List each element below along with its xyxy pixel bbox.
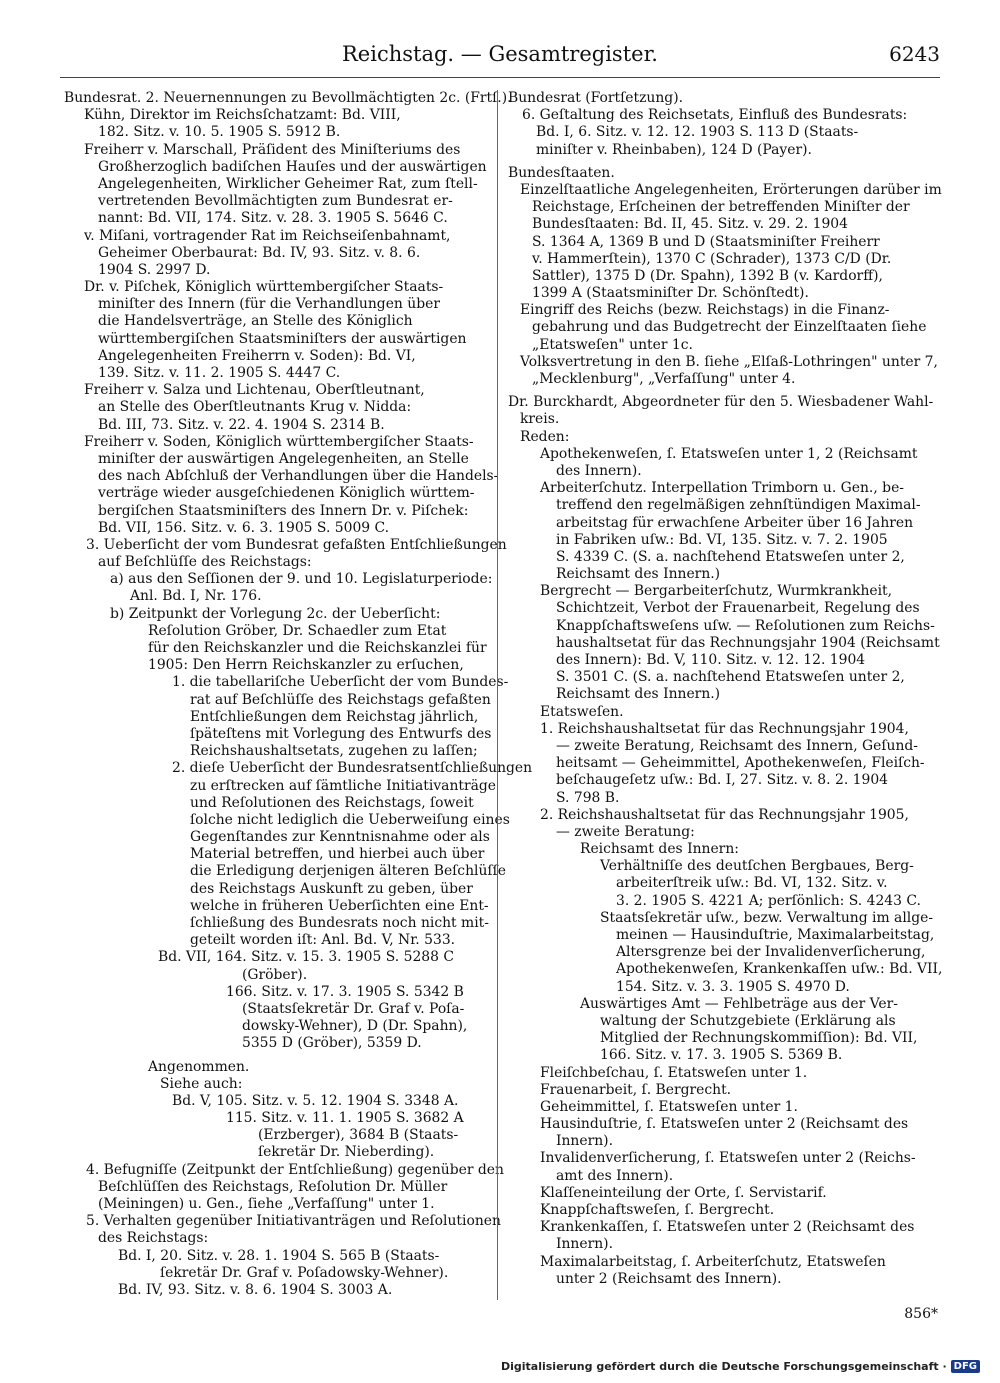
text-line: Schichtzeit, Verbot der Frauenarbeit, Regelung des xyxy=(556,600,920,617)
text-line: Krankenkaſſen, ſ. Etatsweſen unter 2 (Reichsamt des xyxy=(540,1219,915,1236)
text-line: in Fabriken uſw.: Bd. VI, 135. Sitz. v. 7. 2. 1905 xyxy=(556,531,888,548)
text-line: „Etatsweſen" unter 1c. xyxy=(532,336,693,353)
text-line: arbeitstag für erwachſene Arbeiter über 16 Jahren xyxy=(556,514,914,531)
text-line: Bundesſtaaten: Bd. II, 45. Sitz. v. 29. 2. 1904 xyxy=(532,216,848,233)
text-line: Bd. III, 73. Sitz. v. 22. 4. 1904 S. 2314 B. xyxy=(98,416,385,433)
text-line: 1904 S. 2997 D. xyxy=(98,261,211,278)
text-line: 1399 A (Staatsminiſter Dr. Schönſtedt). xyxy=(532,285,809,302)
text-line: Knappſchaftsweſen, ſ. Bergrecht. xyxy=(540,1202,775,1218)
text-line: dowsky-Wehner), D (Dr. Spahn), xyxy=(242,1018,468,1035)
text-line: Reichsamt des Innern.) xyxy=(556,566,721,583)
text-line: 1905: Den Herrn Reichskanzler zu erſuchen, xyxy=(148,657,464,674)
text-line: Innern). xyxy=(556,1236,614,1253)
text-line: beſchaugeſetz uſw.: Bd. I, 27. Sitz. v. 8. 2. 1904 xyxy=(556,772,888,789)
footer xyxy=(501,1360,980,1373)
text-line: ſpäteſtens mit Vorlegung des Entwurfs des xyxy=(190,725,492,742)
text-line: welche in früheren Ueberſichten eine Ent- xyxy=(190,897,489,914)
text-line: Geheimmittel, ſ. Etatsweſen unter 1. xyxy=(540,1098,798,1115)
text-line: Kühn, Direktor im Reichsſchatzamt: Bd. VIII, xyxy=(84,107,401,124)
text-line: 3. 2. 1905 S. 4221 A; perſönlich: S. 4243 C. xyxy=(616,892,921,909)
text-line: Großherzoglich badiſchen Hauſes und der auswärtigen xyxy=(98,158,487,175)
text-line: Reſolution Gröber, Dr. Schaedler zum Etat xyxy=(148,622,447,639)
text-line: v. Hammerſtein), 1370 C (Schrader), 1373 C/D (Dr. xyxy=(532,250,892,267)
page-number: 6243 xyxy=(889,42,940,66)
text-line: (Meiningen) u. Gen., ſiehe „Verfaſſung" unter 1. xyxy=(98,1196,435,1212)
text-line: 154. Sitz. v. 3. 3. 1905 S. 4970 D. xyxy=(616,978,850,995)
text-line: — zweite Beratung: xyxy=(556,823,695,840)
text-line: 139. Sitz. v. 11. 2. 1905 S. 4447 C. xyxy=(98,365,341,381)
text-line: Reichstage, Erſcheinen der betreffenden Miniſter der xyxy=(532,199,910,216)
text-line: ſekretär Dr. Graf v. Poſadowsky-Wehner). xyxy=(160,1264,449,1281)
text-line: S. 3501 C. (S. a. nachſtehend Etatsweſen unter 2, xyxy=(556,669,905,686)
text-line: Altersgrenze bei der Invalidenverſicherung, xyxy=(616,944,926,961)
text-line: Bd. I, 6. Sitz. v. 12. 12. 1903 S. 113 D (Staats- xyxy=(536,124,859,141)
text-line: bergiſchen Staatsminiſters des Innern Dr. v. Piſchek: xyxy=(98,502,469,519)
text-line: gebahrung und das Budgetrecht der Einzelſtaaten ſiehe xyxy=(532,319,927,336)
text-line: Reichshaushaltsetats, zugehen zu laſſen; xyxy=(190,743,478,760)
text-line: (Erzberger), 3684 B (Staats- xyxy=(258,1127,459,1144)
text-line: Bd. VII, 164. Sitz. v. 15. 3. 1905 S. 5288 C xyxy=(158,949,455,966)
signature-mark: 856* xyxy=(904,1306,938,1322)
text-line: Reichsamt des Innern: xyxy=(580,841,739,858)
text-line: Dr. Burckhardt, Abgeordneter für den 5. Wiesbadener Wahl- xyxy=(508,394,934,411)
text-line: Fleiſchbeſchau, ſ. Etatsweſen unter 1. xyxy=(540,1064,808,1081)
text-line: Staatsſekretär uſw., bezw. Verwaltung im allge- xyxy=(600,909,934,926)
text-line: für den Reichskanzler und die Reichskanzlei für xyxy=(148,640,487,656)
text-line: Knappſchaftsweſens uſw. — Reſolutionen zum Reichs- xyxy=(556,617,935,634)
text-line: 1. die tabellariſche Ueberſicht der vom Bundes- xyxy=(172,674,509,691)
text-line: die Erledigung derjenigen älteren Beſchlüſſe xyxy=(190,863,506,880)
text-line: Bd. V, 105. Sitz. v. 5. 12. 1904 S. 3348 A. xyxy=(172,1092,459,1109)
text-line: 5. Verhalten gegenüber Initiativanträgen und Reſolutionen xyxy=(86,1213,501,1230)
text-line: S. 798 B. xyxy=(556,789,620,806)
text-line: Etatsweſen. xyxy=(540,703,624,720)
text-line: heitsamt — Geheimmittel, Apothekenweſen, Fleiſch- xyxy=(556,755,925,772)
text-line: des Innern). xyxy=(556,462,642,479)
text-line: (Gröber). xyxy=(242,966,308,983)
page-header xyxy=(60,38,940,78)
text-line: Invalidenverſicherung, ſ. Etatsweſen unter 2 (Reichs- xyxy=(540,1150,916,1167)
text-line: S. 1364 A, 1369 B und D (Staatsminiſter Freiherr xyxy=(532,233,880,250)
text-line: Einzelſtaatliche Angelegenheiten, Erörterungen darüber im xyxy=(520,181,942,198)
text-line: ſchließung des Bundesrats noch nicht mit- xyxy=(190,915,489,931)
text-line: Angelegenheiten Freiherrn v. Soden): Bd. VI, xyxy=(98,347,416,364)
text-line: miniſter des Innern (für die Verhandlungen über xyxy=(98,296,440,313)
text-line: 115. Sitz. v. 11. 1. 1905 S. 3682 A xyxy=(226,1110,464,1127)
dfg-logo: DFG xyxy=(951,1360,980,1373)
text-line: Bd. IV, 93. Sitz. v. 8. 6. 1904 S. 3003 A. xyxy=(118,1281,393,1298)
text-line: miniſter v. Rheinbaben), 124 D (Payer). xyxy=(536,141,812,158)
text-line: Entſchließungen dem Reichstag jährlich, xyxy=(190,708,479,725)
text-line: unter 2 (Reichsamt des Innern). xyxy=(556,1270,782,1287)
text-line: Dr. v. Piſchek, Königlich württembergiſcher Staats- xyxy=(84,279,444,296)
text-line: kreis. xyxy=(520,411,560,428)
text-line: Sattler), 1375 D (Dr. Spahn), 1392 B (v. Kardorff), xyxy=(532,267,883,284)
text-line: des nach Abſchluß der Verhandlungen über die Handels- xyxy=(98,468,499,485)
text-line: rat auf Beſchlüſſe des Reichstags gefaßten xyxy=(190,691,491,708)
text-line: Reden: xyxy=(520,428,570,445)
text-line: Freiherr v. Soden, Königlich württembergiſcher Staats- xyxy=(84,433,474,450)
text-line: meinen — Hausinduſtrie, Maximalarbeitstag, xyxy=(616,927,935,943)
text-line: treffend den regelmäßigen zehnſtündigen Maximal- xyxy=(556,497,921,514)
text-line: Bundesſtaaten. xyxy=(508,164,615,181)
text-line: ſekretär Dr. Nieberding). xyxy=(258,1144,435,1161)
left-column xyxy=(64,90,533,1305)
text-line: württembergiſchen Staatsminiſters der auswärtigen xyxy=(98,330,467,347)
text-line: waltung der Schutzgebiete (Erklärung als xyxy=(600,1012,896,1029)
text-line: 1. Reichshaushaltsetat für das Rechnungsjahr 1904, xyxy=(540,720,909,737)
text-line: — zweite Beratung, Reichsamt des Innern, Geſund- xyxy=(556,737,918,754)
text-line: 3. Ueberſicht der vom Bundesrat gefaßten Entſchließungen xyxy=(86,536,507,553)
text-line: an Stelle des Oberſtleutnants Krug v. Nidda: xyxy=(98,399,412,416)
text-line: die Handelsverträge, an Stelle des Königlich xyxy=(98,313,413,330)
text-line: Maximalarbeitstag, ſ. Arbeiterſchutz, Etatsweſen xyxy=(540,1253,886,1270)
text-line: Siehe auch: xyxy=(160,1075,243,1092)
text-line: 166. Sitz. v. 17. 3. 1905 S. 5369 B. xyxy=(600,1047,843,1064)
text-line: geteilt worden iſt: Anl. Bd. V, Nr. 533. xyxy=(190,932,456,949)
text-line: b) Zeitpunkt der Vorlegung 2c. der Ueberſicht: xyxy=(110,605,441,622)
text-line: Klaſſeneinteilung der Orte, ſ. Servistarif. xyxy=(540,1184,827,1201)
text-line: Bergrecht — Bergarbeiterſchutz, Wurmkrankheit, xyxy=(540,583,893,600)
text-line: des Reichstags: xyxy=(98,1230,209,1247)
page-title: Reichstag. — Gesamtregister. xyxy=(342,42,658,66)
text-line: Volksvertretung in den B. ſiehe „Elſaß-Lothringen" unter 7, xyxy=(520,353,938,370)
text-line: Verhältniſſe des deutſchen Bergbaues, Berg- xyxy=(600,858,914,875)
text-line: S. 4339 C. (S. a. nachſtehend Etatsweſen unter 2, xyxy=(556,548,905,565)
text-line: des Innern): Bd. V, 110. Sitz. v. 12. 12. 1904 xyxy=(556,652,866,668)
header-rule xyxy=(60,77,940,78)
text-line: Mitglied der Rechnungskommiſſion): Bd. VII, xyxy=(600,1030,918,1047)
text-line: vertretenden Bevollmächtigten zum Bundesrat er- xyxy=(98,193,453,210)
text-line: Geheimer Oberbaurat: Bd. IV, 93. Sitz. v. 8. 6. xyxy=(98,244,421,261)
text-line: Eingriff des Reichs (bezw. Reichstags) in die Finanz- xyxy=(520,302,890,319)
text-line: und Reſolutionen des Reichstags, ſoweit xyxy=(190,794,474,811)
text-line: Apothekenweſen, Krankenkaſſen uſw.: Bd. VII, xyxy=(616,961,943,978)
text-line: Bundesrat (Fortſetzung). xyxy=(508,90,684,106)
text-line: 6. Geſtaltung des Reichsetats, Einfluß des Bundesrats: xyxy=(522,107,908,124)
text-line: 166. Sitz. v. 17. 3. 1905 S. 5342 B xyxy=(226,983,464,1000)
text-line: Bundesrat. 2. Neuernennungen zu Bevollmächtigten 2c. (Frtſ.). xyxy=(64,90,512,106)
text-line: verträge wieder ausgeſchiedenen Königlich württem- xyxy=(98,485,475,502)
text-line: Auswärtiges Amt — Fehlbeträge aus der Ver- xyxy=(580,995,898,1012)
text-line: Freiherr v. Salza und Lichtenau, Oberſtleutnant, xyxy=(84,382,425,399)
text-line: haushaltsetat für das Rechnungsjahr 1904 (Reichsamt xyxy=(556,634,940,651)
text-line: v. Miſani, vortragender Rat im Reichseiſenbahnamt, xyxy=(84,227,451,244)
text-line: des Reichstags Auskunft zu geben, über xyxy=(190,880,473,897)
text-line: Material betreffen, und hierbei auch über xyxy=(190,846,485,863)
text-line: 4. Befugniſſe (Zeitpunkt der Entſchließung) gegenüber den xyxy=(86,1161,504,1178)
text-line: Frauenarbeit, ſ. Bergrecht. xyxy=(540,1081,732,1098)
text-line: 2. Reichshaushaltsetat für das Rechnungsjahr 1905, xyxy=(540,806,909,823)
text-line: zu erſtrecken auf ſämtliche Initiativanträge xyxy=(190,777,497,794)
text-line: 5355 D (Gröber), 5359 D. xyxy=(242,1035,422,1052)
text-line: amt des Innern). xyxy=(556,1167,674,1184)
footer-text: Digitalisierung gefördert durch die Deutsche Forschungsgemeinschaft · xyxy=(500,1360,947,1373)
text-line: nannt: Bd. VII, 174. Sitz. v. 28. 3. 1905 S. 5646 C. xyxy=(98,210,448,227)
text-line: Gegenſtandes zur Kenntnisnahme oder als xyxy=(190,829,490,846)
text-line: Reichsamt des Innern.) xyxy=(556,686,721,703)
column-divider xyxy=(497,90,498,1300)
text-line: (Staatsſekretär Dr. Graf v. Poſa- xyxy=(242,1000,465,1017)
text-line: Innern). xyxy=(556,1133,614,1150)
text-line: a) aus den Seſſionen der 9. und 10. Legislaturperiode: xyxy=(110,571,493,588)
text-line: 2. dieſe Ueberſicht der Bundesratsentſchließungen xyxy=(172,760,533,777)
text-line: ſolche nicht lediglich die Ueberweiſung eines xyxy=(190,811,510,828)
text-line: Bd. I, 20. Sitz. v. 28. 1. 1904 S. 565 B (Staats- xyxy=(118,1247,440,1264)
text-line: Bd. VII, 156. Sitz. v. 6. 3. 1905 S. 5009 C. xyxy=(98,519,390,536)
text-line: 182. Sitz. v. 10. 5. 1905 S. 5912 B. xyxy=(98,124,341,141)
right-column xyxy=(508,90,943,1305)
text-line: Angelegenheiten, Wirklicher Geheimer Rat, zum ſtell- xyxy=(98,175,478,192)
text-line: Angenommen. xyxy=(148,1058,250,1075)
text-line: „Mecklenburg", „Verfaſſung" unter 4. xyxy=(532,371,796,387)
text-line: Hausinduſtrie, ſ. Etatsweſen unter 2 (Reichsamt des xyxy=(540,1116,909,1133)
text-line: miniſter der auswärtigen Angelegenheiten, an Stelle xyxy=(98,450,469,467)
text-line: Beſchlüſſen des Reichstags, Reſolution Dr. Müller xyxy=(98,1178,448,1195)
text-line: arbeiterſtreik uſw.: Bd. VI, 132. Sitz. v. xyxy=(616,875,888,892)
text-line: Arbeiterſchutz. Interpellation Trimborn u. Gen., be- xyxy=(540,480,904,497)
text-line: Anl. Bd. I, Nr. 176. xyxy=(130,588,262,605)
text-line: auf Beſchlüſſe des Reichstags: xyxy=(98,554,312,571)
text-line: Freiherr v. Marschall, Präſident des Miniſteriums des xyxy=(84,141,461,158)
text-line: Apothekenweſen, ſ. Etatsweſen unter 1, 2 (Reichsamt xyxy=(540,445,918,462)
